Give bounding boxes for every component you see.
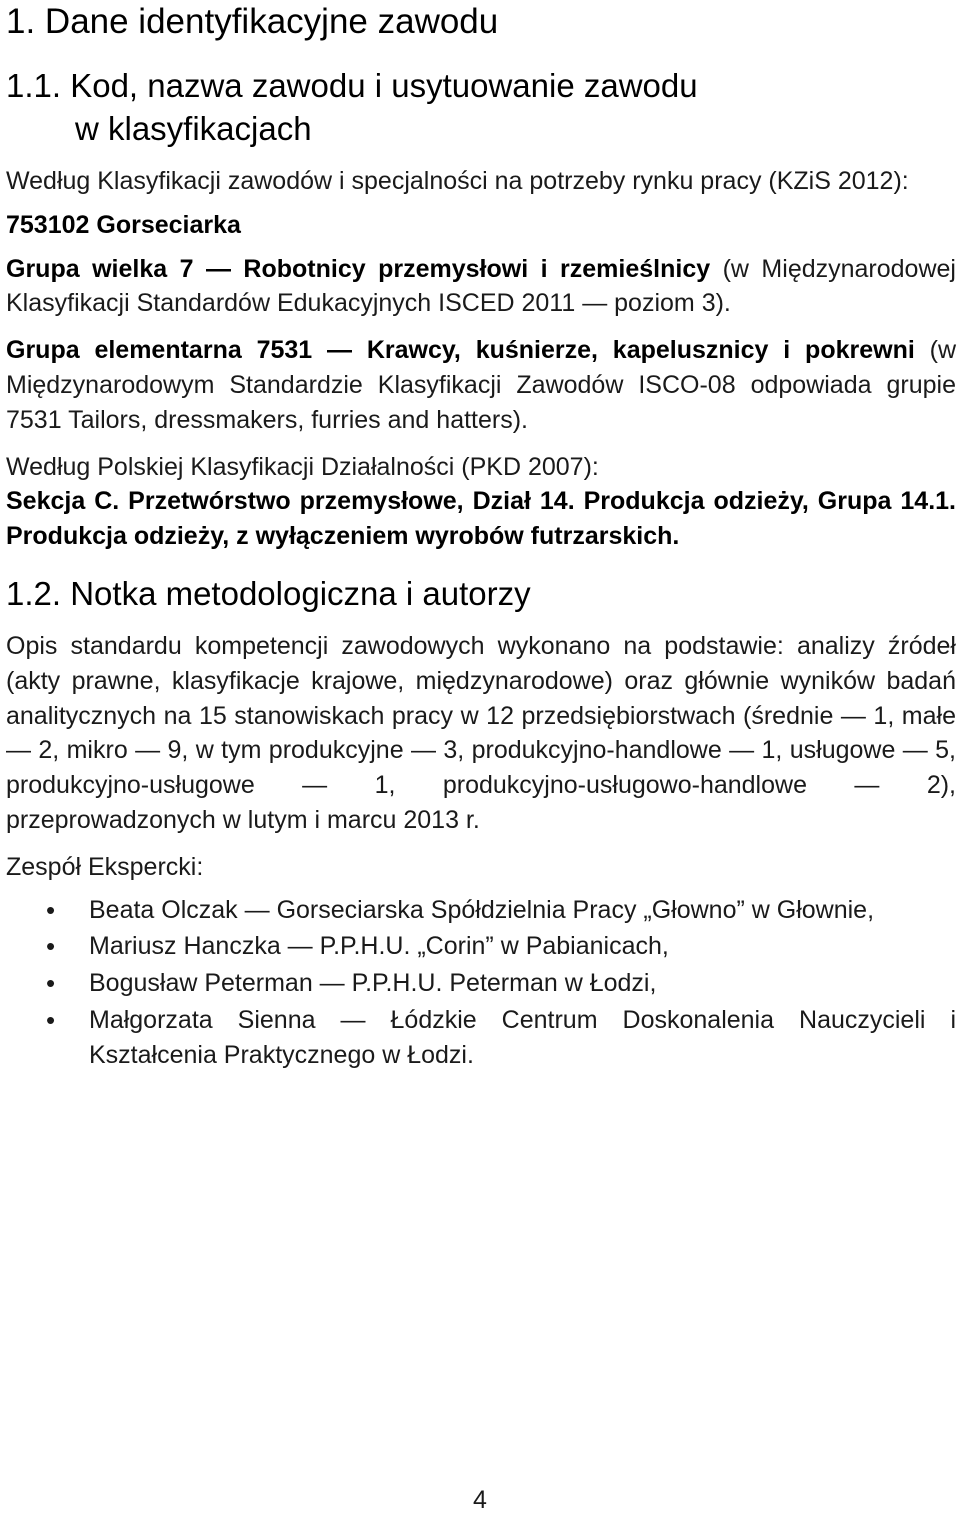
section-1-1-heading (6, 64, 956, 150)
team-member: Mariusz Hanczka — P.P.H.U. „Corin” w Pabianicach, (89, 932, 669, 961)
pkd-classification (6, 484, 956, 554)
occupation-code-name-text: 753102 Gorseciarka (6, 210, 241, 239)
main-heading: 1. Dane identyfikacyjne zawodu (6, 2, 499, 41)
elementary-group-paragraph (6, 333, 956, 437)
team-member: Małgorzata Sienna — Łódzkie Centrum Doskonalenia Nauczycieli i Kształcenia Praktycznego w Łodzi. (89, 1005, 956, 1069)
list-item (6, 1003, 956, 1073)
bullet-icon: • (46, 1004, 56, 1035)
methodology-paragraph: Opis standardu kompetencji zawodowych wykonano na podstawie: analizy źródeł (akty prawne, klasyfikacje krajowe, międzynarodowe) oraz głównie wyników badań analitycznych na 15 stanowiskach pracy w 12 przedsiębiorstwach (średnie — 1, małe — 2, mikro — 9, w tym produkcyjne — 3, produkcyjno-handlowe — 1, usługowe — 5, produkcyjno-usługowe — 1, produkcyjno-usługowo-handlowe — 2), przeprowadzonych w lutym i marcu 2013 r. (6, 631, 956, 834)
bullet-icon: • (46, 968, 56, 999)
bullet-icon: • (46, 894, 56, 925)
section-1-1-heading-line2: w klasyfikacjach (75, 110, 312, 147)
list-item (6, 893, 956, 928)
page-number: 4 (473, 1486, 487, 1514)
major-group-title: Grupa wielka 7 — Robotnicy przemysłowi i rzemieślnicy (6, 254, 711, 283)
team-member: Beata Olczak — Gorseciarska Spółdzielnia Pracy „Głowno” w Głownie, (89, 895, 875, 924)
list-item (6, 929, 956, 964)
section-1-1-heading-line1: 1.1. Kod, nazwa zawodu i usytuowanie zawodu (6, 67, 698, 104)
team-label: Zespół Ekspercki: (6, 852, 204, 881)
major-group-note: (w Międzynarodowej Klasyfikacji Standardów Edukacyjnych ISCED 2011 — poziom 3). (6, 254, 956, 318)
elementary-group-note: (w Międzynarodowym Standardzie Klasyfikacji Zawodów ISCO-08 odpowiada grupie 7531 Tailors, dressmakers, furries and hatters). (6, 336, 957, 434)
bullet-icon: • (46, 931, 56, 962)
elementary-group-title: Grupa elementarna 7531 — Krawcy, kuśnierze, kapelusznicy i pokrewni (6, 336, 915, 365)
section-1-2-heading: 1.2. Notka metodologiczna i autorzy (6, 574, 531, 612)
kzis-intro: Według Klasyfikacji zawodów i specjalności na potrzeby rynku pracy (KZiS 2012): (6, 167, 909, 195)
team-member: Bogusław Peterman — P.P.H.U. Peterman w Łodzi, (89, 969, 657, 998)
pkd-intro: Według Polskiej Klasyfikacji Działalności (PKD 2007): (6, 452, 599, 481)
major-group-paragraph (6, 252, 956, 322)
expert-team-list (6, 893, 956, 1073)
document-page (6, 0, 956, 1075)
pkd-classification-text: Sekcja C. Przetwórstwo przemysłowe, Dział 14. Produkcja odzieży, Grupa 14.1. Produkcja odzieży, z wyłączeniem wyrobów futrzarskich. (6, 487, 956, 551)
list-item (6, 966, 956, 1001)
occupation-code-name (6, 208, 956, 243)
